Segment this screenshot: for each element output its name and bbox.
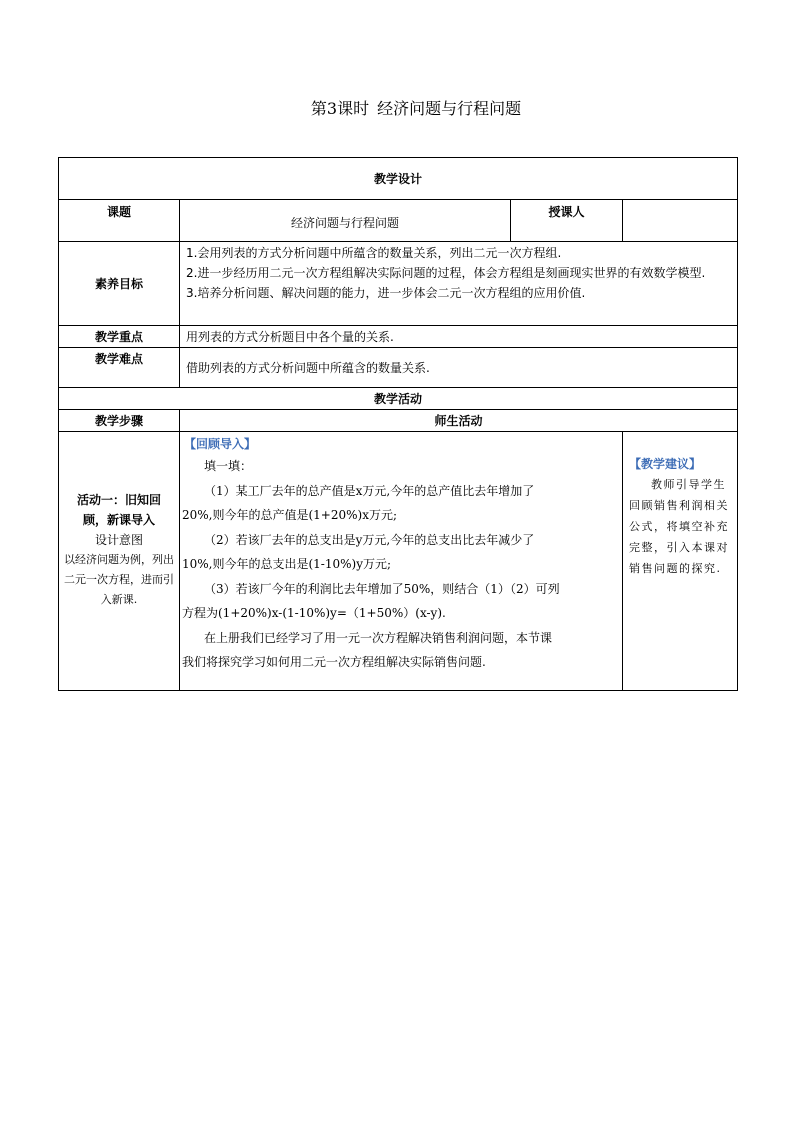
section-tag: 【回顾导入】: [184, 437, 257, 451]
lesson-title: 经济问题与行程问题: [377, 99, 522, 118]
goals-label: 素养目标: [59, 242, 180, 326]
teacher-value: [623, 200, 738, 242]
design-intent-text: 以经济问题为例，列出二元一次方程，进而引入新课.: [64, 553, 174, 606]
goal-item: 3.培养分析问题、解决问题的能力，进一步体会二元一次方程组的应用价值.: [186, 286, 586, 300]
activity-step-cell: [59, 432, 180, 691]
activity-line: （1）某工厂去年的总产值是x万元,今年的总产值比去年增加了: [204, 483, 535, 498]
difficult-value: 借助列表的方式分析问题中所蕴含的数量关系.: [180, 348, 738, 388]
teacher-student-label: 师生活动: [180, 410, 738, 432]
activities-header: 教学活动: [59, 388, 738, 410]
key-label: 教学重点: [59, 326, 180, 348]
activity-line: 在上册我们已经学习了用一元一次方程解决销售利润问题，本节课: [204, 630, 553, 645]
steps-label: 教学步骤: [59, 410, 180, 432]
suggestion-text: 教师引导学生回顾销售利润相关公式，将填空补充完整，引入本课对销售问题的探究.: [629, 478, 729, 575]
step-title: 活动一：旧知回: [76, 493, 161, 507]
step-title: 顾，新课导入: [82, 513, 155, 527]
topic-value: 经济问题与行程问题: [180, 200, 511, 242]
topic-label: 课题: [59, 200, 180, 242]
goals-cell: [180, 242, 738, 326]
activity-line: 方程为(1+20%)x-(1-10%)y=（1+50%）(x-y).: [182, 606, 446, 620]
difficult-label: 教学难点: [59, 348, 180, 388]
suggestion-tag: 【教学建议】: [629, 457, 702, 471]
lesson-design-table: [58, 157, 738, 691]
activity-line: 10%,则今年的总支出是(1-10%)y万元;: [182, 557, 392, 571]
page-title: [0, 96, 794, 119]
activity-line: 我们将探究学习如何用二元一次方程组解决实际销售问题.: [182, 655, 486, 669]
activity-line: （2）若该厂去年的总支出是y万元,今年的总支出比去年减少了: [204, 532, 535, 547]
activity-line: 20%,则今年的总产值是(1+20%)x万元;: [182, 508, 398, 522]
teacher-student-activity: [180, 432, 623, 691]
activity-line: 填一填：: [204, 459, 253, 473]
teaching-suggestion-cell: [623, 432, 738, 691]
activity-line: （3）若该厂今年的利润比去年增加了50%，则结合（1）（2）可列: [204, 581, 560, 596]
design-intent-title: 设计意图: [94, 533, 143, 547]
table-header: 教学设计: [59, 158, 738, 200]
goal-item: 1.会用列表的方式分析问题中所蕴含的数量关系，列出二元一次方程组.: [186, 246, 562, 260]
teacher-label: 授课人: [511, 200, 623, 242]
key-value: 用列表的方式分析题目中各个量的关系.: [180, 326, 738, 348]
lesson-number: 第3课时: [310, 99, 370, 118]
goal-item: 2.进一步经历用二元一次方程组解决实际问题的过程，体会方程组是刻画现实世界的有效数学模型.: [186, 266, 706, 280]
